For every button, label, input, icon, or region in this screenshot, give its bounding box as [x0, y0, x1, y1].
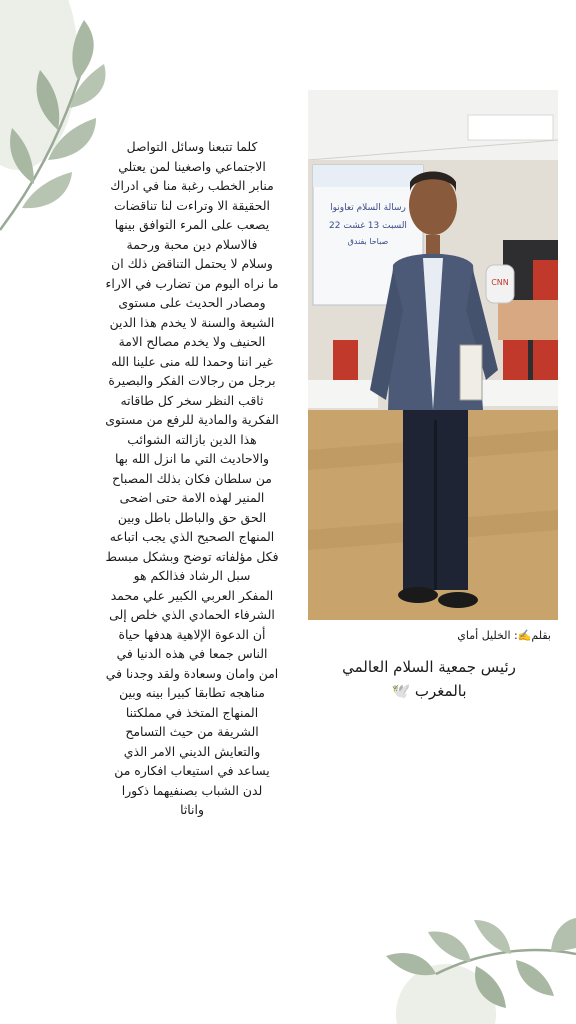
article-line: والاحاديث التي ما انزل الله بها	[114, 451, 270, 466]
article-line: الحنيف ولا يخدم مصالح الامة	[118, 334, 266, 349]
article-line: المنهاج المتخذ في مملكتنا	[125, 704, 259, 720]
article-line: هذا الدين بازالته الشوائب	[127, 431, 257, 447]
article-line: الشيعة والسنة لا يخدم هذا الدين	[109, 314, 275, 330]
article-line: الشرفاء الحمادي الذي خلص إلى	[109, 607, 275, 622]
article-line: الناس جمعا في هذه الدنيا في	[116, 646, 268, 661]
article-line: سبل الرشاد فذالكم هو	[133, 568, 251, 583]
article-line: المفكر العربي الكبير علي محمد	[110, 587, 274, 603]
article-line: من سلطان فكان بذلك المصباح	[112, 470, 272, 486]
article-text	[84, 137, 300, 897]
article-line: منابر الخطب رغبة منا في ادراك	[110, 178, 274, 193]
article-line: فكل مؤلفاته توضح وبشكل مبسط	[105, 548, 279, 564]
article-line: وسلام لا يحتمل التناقض ذلك ان	[111, 256, 273, 271]
article-line: ما نراه اليوم من تضارب في الاراء	[105, 275, 279, 291]
microphone-label: CNN	[491, 278, 509, 287]
article-line: فالاسلام دين محبة ورحمة	[126, 236, 258, 252]
event-photo	[308, 90, 558, 620]
banner-line-3: صباحا بفندق	[347, 237, 389, 246]
article-line: يصعب على المرء التوافق بينها	[114, 217, 270, 232]
article-line: الاجتماعي واصغينا لمن يعتلي	[118, 158, 266, 174]
caption-line-2: بالمغرب 🕊️	[391, 682, 467, 700]
banner-line-2: السبت 13 غشت 22	[329, 221, 407, 231]
leaf-decoration-bottom-right	[376, 904, 576, 1024]
article-line: الفكرية والمادية للرفع من مستوى	[105, 412, 279, 427]
article-line: واناثا	[180, 802, 204, 817]
banner-line-1: رسالة السلام تعاونوا	[330, 203, 406, 213]
article-line: امن وامان وسعادة ولقد وجدنا في	[105, 665, 279, 681]
article-line: لدن الشباب بصنفيهما ذكورا	[121, 782, 263, 798]
caption-line-1: رئيس جمعية السلام العالمي	[342, 658, 516, 676]
article-line: الشريفة من حيث التسامح	[125, 724, 259, 739]
article-line: الحقيقة الا وتراءت لنا تناقضات	[114, 197, 270, 213]
article-line: برجل من رجالات الفكر والبصيرة	[108, 373, 276, 388]
article-line: كلما تتبعنا وسائل التواصل	[126, 139, 258, 154]
article-line: أن الدعوة الإلاهية هدفها حياة	[118, 626, 266, 642]
photo-caption	[310, 655, 548, 703]
article-line: ثاقب النظر سخر كل طاقاته	[120, 392, 264, 408]
article-line: يساعد في استيعاب افكاره من	[114, 763, 270, 778]
article-line: الحق حق والباطل باطل وبين	[117, 509, 267, 525]
article-line: ومصادر الحديث على مستوى	[118, 295, 266, 310]
article-line: المنير لهذه الامة حتى اضحى	[119, 490, 265, 505]
byline: بقلم✍️: الخليل أماي	[457, 629, 551, 642]
article-line: مناهجه تطابقا كبيرا بينه وبين	[119, 685, 265, 700]
article-line: غير اننا وحمدا لله منى علينا الله	[111, 353, 273, 369]
article-line: المنهاج الصحيح الذي يجب اتباعه	[109, 529, 275, 544]
article-line: والتعايش الديني الامر الذي	[123, 743, 261, 759]
